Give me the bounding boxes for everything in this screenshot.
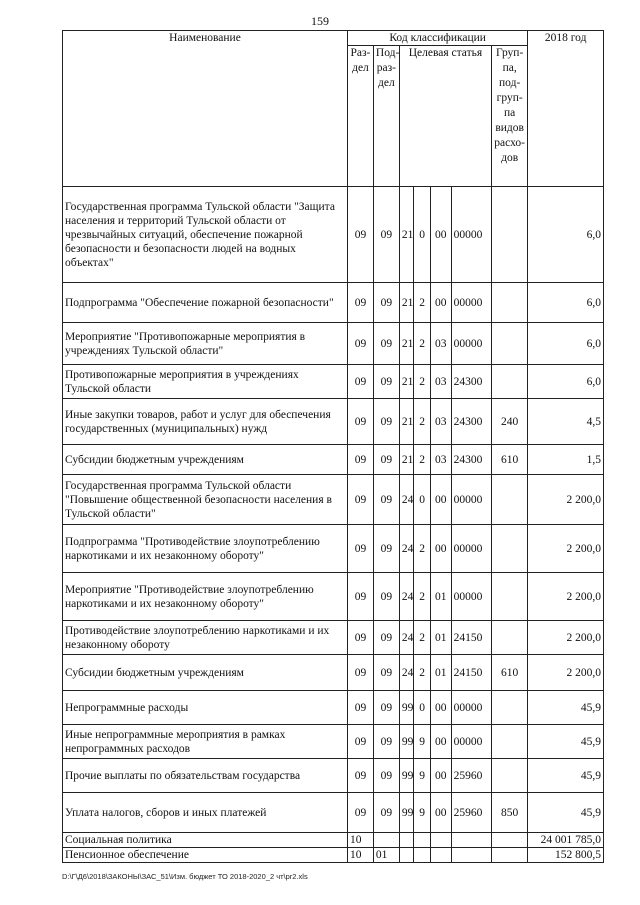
table-row <box>63 365 604 399</box>
table-row <box>63 725 604 759</box>
row-expense-group: 610 <box>492 445 528 475</box>
row-amount: 2 200,0 <box>528 525 604 573</box>
table-row <box>63 573 604 621</box>
row-subsection: 09 <box>373 399 399 445</box>
row-section: 09 <box>348 725 374 759</box>
header-subsection-text: Под- раз- дел <box>375 47 400 89</box>
table-row <box>63 621 604 655</box>
row-target-program: 21 <box>399 445 414 475</box>
header-target: Целевая статья <box>399 46 491 187</box>
row-amount: 45,9 <box>528 793 604 833</box>
row-amount: 152 800,5 <box>528 848 604 863</box>
row-target-subprogram: 2 <box>414 655 431 691</box>
row-target-program: 24 <box>399 573 414 621</box>
row-expense-group: 610 <box>492 655 528 691</box>
row-section: 09 <box>348 475 374 525</box>
row-expense-group <box>492 725 528 759</box>
row-section: 09 <box>348 187 374 283</box>
row-section: 09 <box>348 525 374 573</box>
row-amount: 6,0 <box>528 323 604 365</box>
row-name: Государственная программа Тульской области "Повышение общественной безопасности населения в Тульской области" <box>63 475 348 525</box>
header-subsection <box>373 46 399 187</box>
row-target-subprogram: 9 <box>414 793 431 833</box>
row-target-subprogram: 2 <box>414 283 431 323</box>
row-expense-group <box>492 573 528 621</box>
row-amount: 6,0 <box>528 283 604 323</box>
row-expense-group <box>492 691 528 725</box>
row-name: Уплата налогов, сборов и иных платежей <box>63 793 348 833</box>
row-subsection: 09 <box>373 621 399 655</box>
row-subsection: 09 <box>373 759 399 793</box>
row-target-direction <box>451 833 491 848</box>
row-target-subprogram: 2 <box>414 525 431 573</box>
row-amount: 45,9 <box>528 691 604 725</box>
row-target-subprogram <box>414 833 431 848</box>
row-target-event: 00 <box>430 793 451 833</box>
header-code-group: Код классификации <box>348 31 528 46</box>
file-path-footer: D:\Г\Д6\2018\ЗАКОНЫ\ЗАС_51\Изм. бюджет ТО 2018-2020_2 чт\pr2.xls <box>62 872 308 881</box>
row-target-event <box>430 833 451 848</box>
row-subsection: 09 <box>373 187 399 283</box>
row-expense-group: 850 <box>492 793 528 833</box>
row-target-event: 03 <box>430 445 451 475</box>
row-target-program: 24 <box>399 475 414 525</box>
row-name: Государственная программа Тульской области "Защита населения и территорий Тульской области от чрезвычайных ситуаций, обеспечение пожарной безопасности и безопасности людей на водных объектах" <box>63 187 348 283</box>
row-target-event: 00 <box>430 725 451 759</box>
row-target-program: 24 <box>399 655 414 691</box>
row-amount: 2 200,0 <box>528 475 604 525</box>
row-target-direction: 00000 <box>451 725 491 759</box>
row-expense-group <box>492 833 528 848</box>
row-amount: 6,0 <box>528 187 604 283</box>
row-target-program: 21 <box>399 399 414 445</box>
header-group <box>492 46 528 187</box>
row-section: 09 <box>348 573 374 621</box>
row-name: Пенсионное обеспечение <box>63 848 348 863</box>
row-target-direction: 00000 <box>451 573 491 621</box>
table-row <box>63 399 604 445</box>
page-number: 159 <box>311 14 329 28</box>
row-expense-group: 240 <box>492 399 528 445</box>
row-expense-group <box>492 323 528 365</box>
row-section: 09 <box>348 283 374 323</box>
row-section: 09 <box>348 793 374 833</box>
row-target-direction: 24300 <box>451 445 491 475</box>
row-name: Субсидии бюджетным учреждениям <box>63 445 348 475</box>
table-row <box>63 655 604 691</box>
row-subsection: 09 <box>373 655 399 691</box>
row-target-event: 03 <box>430 399 451 445</box>
row-expense-group <box>492 621 528 655</box>
row-amount: 45,9 <box>528 759 604 793</box>
row-target-direction: 00000 <box>451 691 491 725</box>
row-target-program: 99 <box>399 793 414 833</box>
row-name: Подпрограмма "Противодействие злоупотреблению наркотиками и их незаконному обороту" <box>63 525 348 573</box>
row-target-subprogram: 2 <box>414 399 431 445</box>
row-target-program: 21 <box>399 323 414 365</box>
row-target-direction: 24150 <box>451 621 491 655</box>
row-target-program: 21 <box>399 187 414 283</box>
header-year: 2018 год <box>528 31 604 187</box>
table-row <box>63 445 604 475</box>
header-group-text: Груп- па, под- груп- па видов расхо- дов <box>494 47 525 164</box>
row-amount: 6,0 <box>528 365 604 399</box>
row-target-program <box>399 848 414 863</box>
row-subsection: 09 <box>373 283 399 323</box>
row-subsection: 09 <box>373 323 399 365</box>
row-target-event: 01 <box>430 655 451 691</box>
row-name: Социальная политика <box>63 833 348 848</box>
row-target-subprogram: 0 <box>414 187 431 283</box>
row-target-direction: 25960 <box>451 793 491 833</box>
table-row <box>63 283 604 323</box>
row-target-program <box>399 833 414 848</box>
row-target-direction: 00000 <box>451 187 491 283</box>
table-row <box>63 475 604 525</box>
row-target-program: 99 <box>399 725 414 759</box>
row-target-event: 00 <box>430 525 451 573</box>
table-row <box>63 793 604 833</box>
row-target-event <box>430 848 451 863</box>
row-expense-group <box>492 187 528 283</box>
row-name: Мероприятие "Противодействие злоупотреблению наркотиками и их незаконному обороту" <box>63 573 348 621</box>
row-target-program: 21 <box>399 283 414 323</box>
row-name: Мероприятие "Противопожарные мероприятия в учреждениях Тульской области" <box>63 323 348 365</box>
row-expense-group <box>492 475 528 525</box>
row-expense-group <box>492 525 528 573</box>
row-expense-group <box>492 848 528 863</box>
row-target-subprogram: 9 <box>414 725 431 759</box>
row-target-direction <box>451 848 491 863</box>
row-subsection <box>373 833 399 848</box>
row-target-event: 00 <box>430 691 451 725</box>
header-name: Наименование <box>63 31 348 187</box>
table-body <box>63 187 604 863</box>
row-target-subprogram: 0 <box>414 691 431 725</box>
row-target-event: 00 <box>430 283 451 323</box>
table-row <box>63 691 604 725</box>
row-expense-group <box>492 759 528 793</box>
table-row <box>63 323 604 365</box>
row-target-program: 24 <box>399 525 414 573</box>
row-amount: 45,9 <box>528 725 604 759</box>
row-name: Иные закупки товаров, работ и услуг для обеспечения государственных (муниципальных) нужд <box>63 399 348 445</box>
row-name: Противодействие злоупотреблению наркотиками и их незаконному обороту <box>63 621 348 655</box>
row-section: 09 <box>348 445 374 475</box>
budget-table <box>62 30 604 863</box>
row-target-event: 03 <box>430 323 451 365</box>
row-amount: 1,5 <box>528 445 604 475</box>
row-target-direction: 24300 <box>451 365 491 399</box>
row-amount: 4,5 <box>528 399 604 445</box>
row-target-subprogram: 2 <box>414 365 431 399</box>
row-target-subprogram: 2 <box>414 621 431 655</box>
row-amount: 24 001 785,0 <box>528 833 604 848</box>
row-name: Субсидии бюджетным учреждениям <box>63 655 348 691</box>
row-target-event: 03 <box>430 365 451 399</box>
row-section: 09 <box>348 399 374 445</box>
row-name: Подпрограмма "Обеспечение пожарной безопасности" <box>63 283 348 323</box>
row-target-subprogram: 2 <box>414 323 431 365</box>
row-target-event: 01 <box>430 573 451 621</box>
row-target-direction: 00000 <box>451 475 491 525</box>
table-row <box>63 525 604 573</box>
table-row <box>63 833 604 848</box>
row-target-program: 21 <box>399 365 414 399</box>
row-target-event: 00 <box>430 759 451 793</box>
row-target-direction: 00000 <box>451 323 491 365</box>
row-target-direction: 24300 <box>451 399 491 445</box>
row-section: 09 <box>348 691 374 725</box>
row-target-direction: 24150 <box>451 655 491 691</box>
row-subsection: 01 <box>373 848 399 863</box>
row-target-program: 24 <box>399 621 414 655</box>
row-section: 09 <box>348 621 374 655</box>
row-expense-group <box>492 283 528 323</box>
row-section: 09 <box>348 365 374 399</box>
row-amount: 2 200,0 <box>528 573 604 621</box>
row-subsection: 09 <box>373 793 399 833</box>
row-target-program: 99 <box>399 691 414 725</box>
table-row <box>63 848 604 863</box>
row-section: 10 <box>348 848 374 863</box>
row-amount: 2 200,0 <box>528 621 604 655</box>
row-subsection: 09 <box>373 525 399 573</box>
table-row <box>63 759 604 793</box>
row-target-subprogram <box>414 848 431 863</box>
row-subsection: 09 <box>373 573 399 621</box>
row-target-subprogram: 9 <box>414 759 431 793</box>
row-name: Непрограммные расходы <box>63 691 348 725</box>
row-subsection: 09 <box>373 691 399 725</box>
row-target-direction: 00000 <box>451 525 491 573</box>
row-section: 09 <box>348 323 374 365</box>
row-target-subprogram: 2 <box>414 445 431 475</box>
row-target-subprogram: 2 <box>414 573 431 621</box>
row-section: 10 <box>348 833 374 848</box>
row-amount: 2 200,0 <box>528 655 604 691</box>
row-subsection: 09 <box>373 725 399 759</box>
row-name: Иные непрограммные мероприятия в рамках непрограммных расходов <box>63 725 348 759</box>
row-target-subprogram: 0 <box>414 475 431 525</box>
row-target-event: 01 <box>430 621 451 655</box>
row-target-direction: 00000 <box>451 283 491 323</box>
row-subsection: 09 <box>373 365 399 399</box>
row-subsection: 09 <box>373 475 399 525</box>
row-target-program: 99 <box>399 759 414 793</box>
row-section: 09 <box>348 759 374 793</box>
row-name: Прочие выплаты по обязательствам государства <box>63 759 348 793</box>
row-target-event: 00 <box>430 475 451 525</box>
row-expense-group <box>492 365 528 399</box>
row-target-event: 00 <box>430 187 451 283</box>
header-section-text: Раз- дел <box>350 47 371 74</box>
row-section: 09 <box>348 655 374 691</box>
row-subsection: 09 <box>373 445 399 475</box>
table-row <box>63 187 604 283</box>
row-target-direction: 25960 <box>451 759 491 793</box>
row-name: Противопожарные мероприятия в учреждениях Тульской области <box>63 365 348 399</box>
header-section <box>348 46 374 187</box>
